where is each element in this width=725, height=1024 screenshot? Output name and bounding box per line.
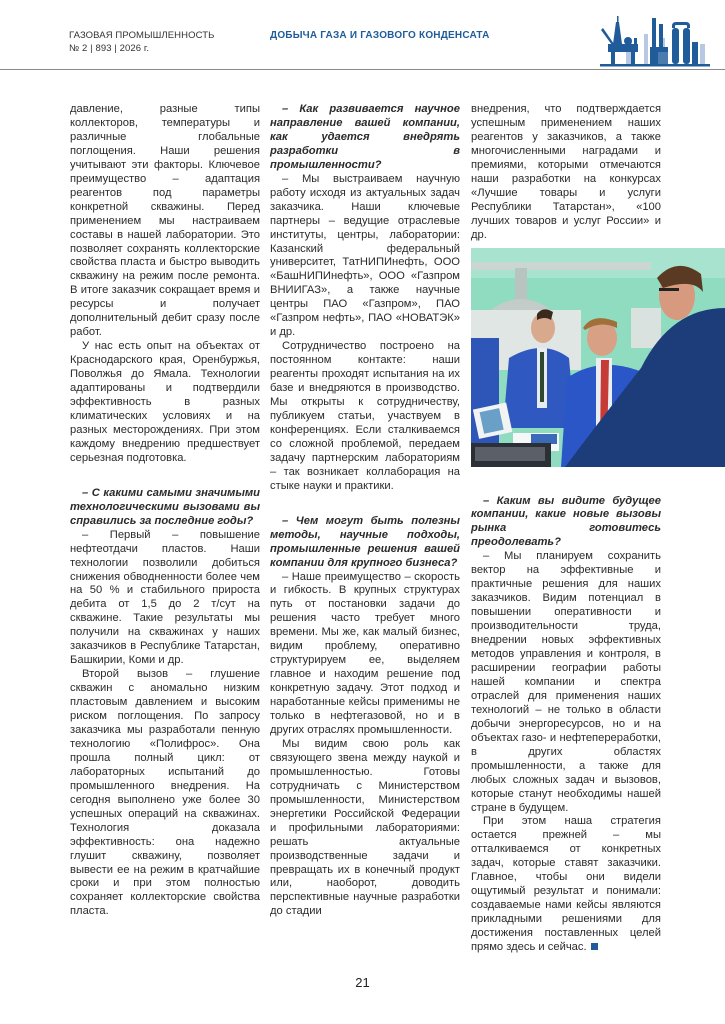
paragraph: давление, разные типы коллекторов, температуры и различные глобальные поглощения. Наши решения учитывают эти факторы. Ключевое преимущество – адаптация реагентов под параметры конкретной скважины. Перед применением мы настраиваем составы в нашей лаборатории. Это позволяет сохранять коллекторские свойства пласта и быстро выводить скважину на режим после ремонта. В итоге заказчик сокращает время и ресурсы и получает дополнительный дебит сразу после работ. (70, 103, 260, 339)
interview-question: – Каким вы видите будущее компании, какие новые вызовы рынка готовитесь преодолевать? (471, 494, 661, 549)
interview-question: – Чем могут быть полезны методы, научные подходы, промышленные решения вашей компании для крупного бизнеса? (270, 514, 460, 569)
industrial-plant-icon (600, 14, 710, 70)
interview-answer: – Мы выстраиваем научную работу исходя из актуальных задач заказчика. Наши ключевые партнеры – ведущие отраслевые институты, центры, лаборатории: Казанский федеральный университет, ТатНИПИнефть, ООО «БашНИПИнефть», ООО «Газпром ВНИИГАЗ», а также научные центры ПАО «Газпром», ПАО «Газпром нефть», ПАО «НОВАТЭК» и др. (270, 172, 460, 339)
article-column-2 (270, 103, 460, 919)
section-title: ДОБЫЧА ГАЗА И ГАЗОВОГО КОНДЕНСАТА (270, 30, 490, 41)
header-divider (0, 69, 725, 70)
paragraph: Мы видим свою роль как связующего звена между наукой и промышленностью. Готовы сотрудничать с Министерством промышленности, Министерством энергетики Российской Федерации и профильными лабораториями: решать актуальные производственные задачи и превращать их в конечный продукт или, наоборот, доводить перспективные научные разработки до стадии (270, 737, 460, 918)
interview-question: – С какими самыми значимыми технологическими вызовами вы справились за последние годы? (70, 486, 260, 527)
paragraph (471, 815, 661, 955)
interview-answer: – Наше преимущество – скорость и гибкость. В крупных структурах путь от постановки задачи до решения часто требует много времени. Мы же, как малый бизнес, видим проблему, оперативно структурируем ее, выделяем главное и находим решение под конкретную задачу. Этот подход и наработанные кейсы применимы не только в нефтегазовой, но и в других отраслях промышленности. (270, 570, 460, 736)
paragraph: У нас есть опыт на объектах от Краснодарского края, Оренбуржья, Поволжья до Ямала. Технологии адаптированы и подтвердили эффективность в разных климатических условиях и на разных месторождениях. При этом каждому внедрению предшествует серьезная подготовка. (70, 340, 260, 464)
article-column-1 (70, 103, 260, 919)
interview-answer: – Первый – повышение нефтеотдачи пластов. Наши технологии позволили добиться снижения обводненности более чем на 50 % и стабильного прироста дебита от 1,5 до 2 т/сут на скважине. Такие результаты мы получили на скважинах у наших заказчиков в Республике Татарстан, Башкирии, Коми и др. (70, 528, 260, 667)
interview-question: – Как развивается научное направление вашей компании, как удается внедрять разработки в промышленности? (270, 103, 460, 171)
article-column-3 (471, 103, 661, 955)
page-number: 21 (355, 975, 370, 990)
interview-answer: – Мы планируем сохранить вектор на эффективные и практичные решения для наших заказчиков. Видим потенциал в повышении оперативности и производительности труда, внедрении новых эффективных методов управления и контроля, в расширении географии работы нашей компании и спектра отраслей для применения наших технологий – не только в области добычи энергоресурсов, но и на объектах газо- и нефтепереработки, в других областях промышленности, а также для любых сложных задач и вызовов, которые станут необходимы нашей стране в будущем. (471, 550, 661, 814)
end-of-article-mark (591, 943, 598, 950)
lab-visit-photo (471, 248, 725, 467)
journal-name: ГАЗОВАЯ ПРОМЫШЛЕННОСТЬ (69, 30, 215, 41)
issue-number: № 2 | 893 | 2026 г. (69, 43, 150, 54)
paragraph: Сотрудничество построено на постоянном контакте: наши реагенты проходят испытания на их базе и внедряются в производство. Мы открыты к сотрудничеству, публикуем статьи, участвуем в конференциях. Если сталкиваемся со сложной проблемой, передаем задачу партнерским лабораториям – так возникает коллаборация на стыке науки и практики. (270, 340, 460, 492)
paragraph: Второй вызов – глушение скважин с аномально низким пластовым давлением и высоким риском поглощения. По запросу заказчика мы разработали пенную технологию «Полифрос». Она прошла полный цикл: от лабораторных испытаний до промышленного внедрения. На сегодня выполнено уже более 30 успешных операций на скважинах. Технология доказала эффективность: она надежно глушит скважину, позволяет вывести ее на режим в кратчайшие сроки и при этом полностью сохраняет коллекторские свойства пласта. (70, 668, 260, 918)
page-header (0, 0, 725, 70)
journal-info (69, 29, 214, 55)
paragraph: внедрения, что подтверждается успешным применением наших реагентов у заказчиков, а также многочисленными наградами и премиями, которыми отмечаются наши разработки на конкурсах «Лучшие товары и услуги Республики Татарстан», «100 лучших товаров и услуг России» и др. (471, 103, 661, 241)
closing-paragraph-text: При этом наша стратегия остается прежней – мы отталкиваемся от конкретных задач, которые ставят заказчики. Главное, чтобы они видели ощутимый результат и понимали: создаваемые нами кейсы являются прикладными решениями для достижения поставленных целей прямо здесь и сейчас. (471, 815, 661, 954)
